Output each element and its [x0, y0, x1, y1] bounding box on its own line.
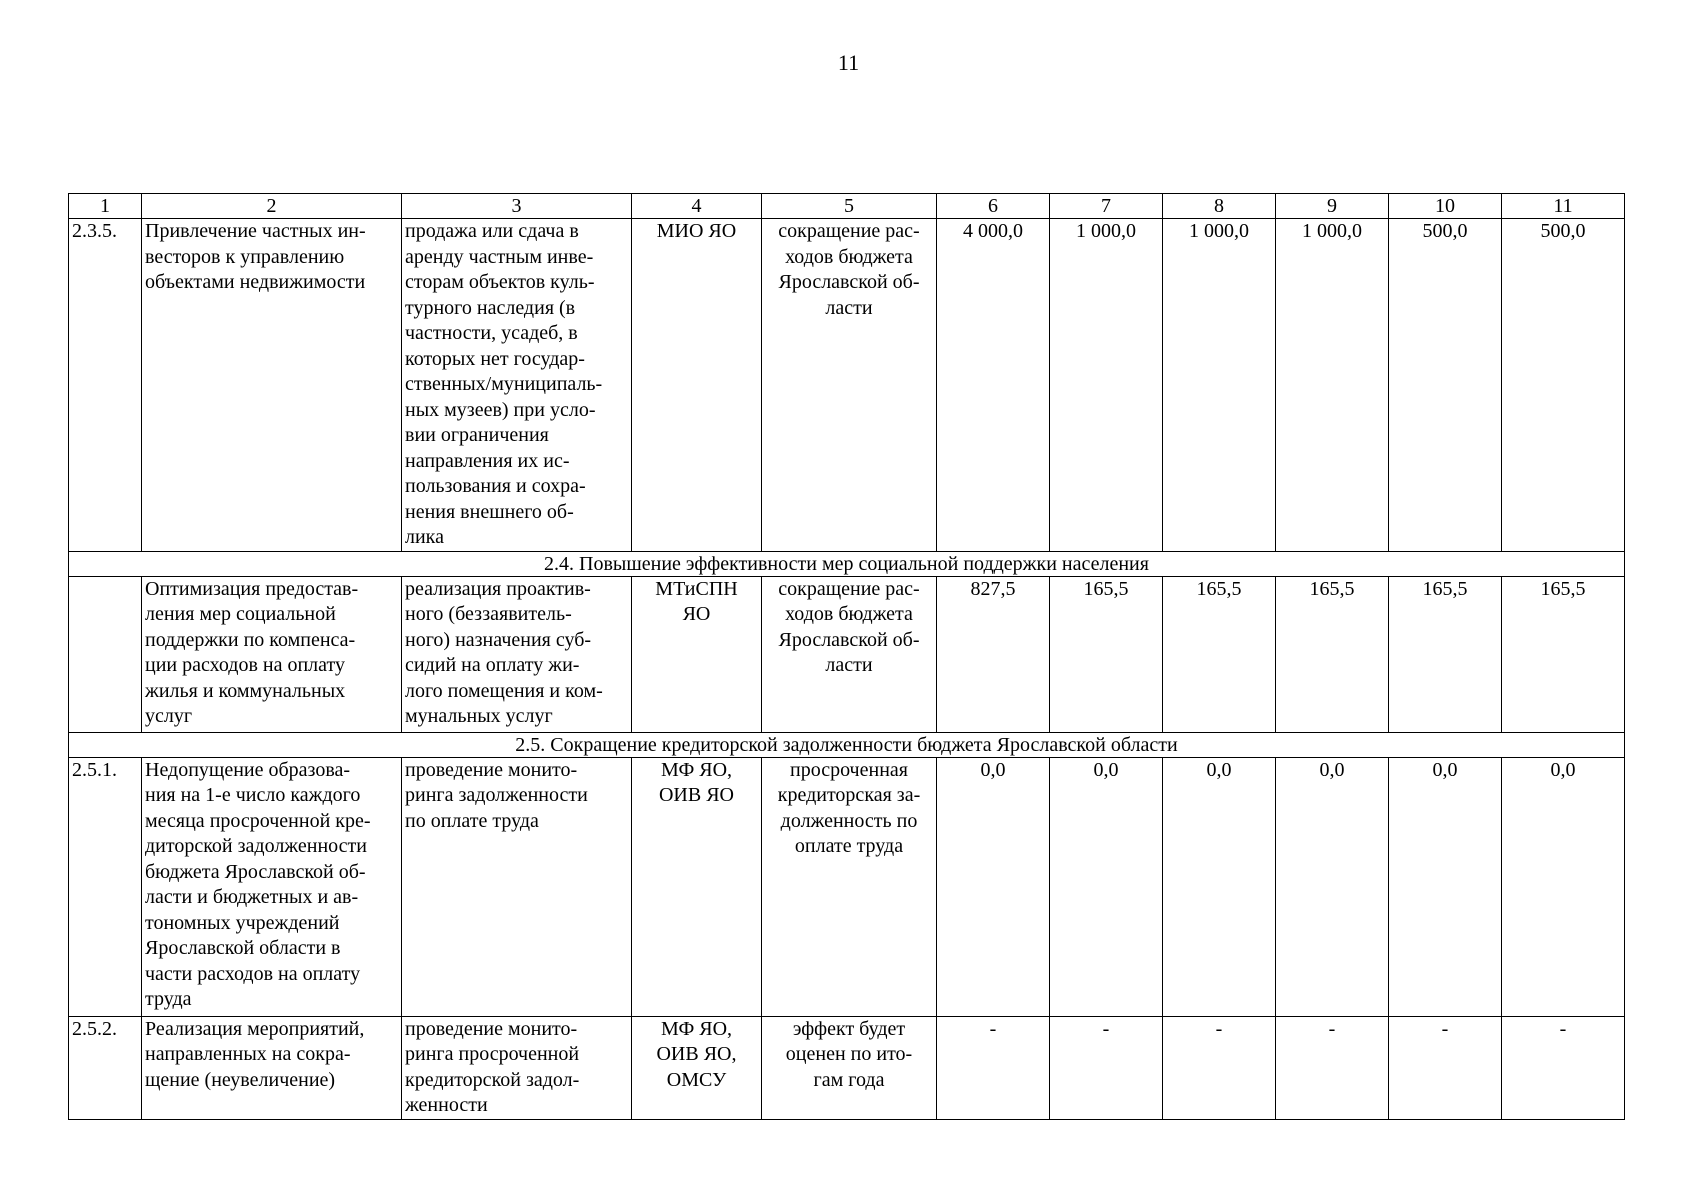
value-cell: 1 000,0	[1163, 219, 1276, 552]
value-cell: 0,0	[1389, 757, 1502, 1016]
value-cell: 500,0	[1389, 219, 1502, 552]
effect: сокращение рас- ходов бюджета Ярославской об- ласти	[762, 576, 937, 732]
effect: просроченная кредиторская за- долженность по оплате труда	[762, 757, 937, 1016]
page-number	[0, 50, 1697, 76]
value-cell: 0,0	[1163, 757, 1276, 1016]
row-number: 2.3.5.	[69, 219, 142, 552]
value-cell: 0,0	[1050, 757, 1163, 1016]
row-number: 2.5.1.	[69, 757, 142, 1016]
table-row	[69, 757, 1625, 1016]
section-title: 2.4. Повышение эффективности мер социальной поддержки населения	[69, 551, 1625, 576]
col-header: 11	[1502, 194, 1625, 219]
measure-description: продажа или сдача в аренду частным инве- сторам объектов куль- турного наследия (в частности, усадеб, в которых нет государ- ственных/муниципаль- ных музеев) при усло- вии ограничения направления их ис- пользования и сохра- нения внешнего об- лика	[402, 219, 632, 552]
col-header: 8	[1163, 194, 1276, 219]
row-number	[69, 576, 142, 732]
measure-name: Привлечение частных ин- весторов к управлению объектами недвижимости	[142, 219, 402, 552]
col-header: 4	[632, 194, 762, 219]
measure-description: реализация проактив- ного (беззаявитель- ного) назначения суб- сидий на оплату жи- лого помещения и ком- мунальных услуг	[402, 576, 632, 732]
value-cell: 0,0	[937, 757, 1050, 1016]
value-cell: -	[1163, 1016, 1276, 1119]
effect: сокращение рас- ходов бюджета Ярославской об- ласти	[762, 219, 937, 552]
measure-description: проведение монито- ринга задолженности по оплате труда	[402, 757, 632, 1016]
value-cell: 827,5	[937, 576, 1050, 732]
value-cell: 0,0	[1276, 757, 1389, 1016]
value-cell: 500,0	[1502, 219, 1625, 552]
table-row	[69, 1016, 1625, 1119]
col-header: 5	[762, 194, 937, 219]
responsible: МТиСПН ЯО	[632, 576, 762, 732]
value-cell: 0,0	[1502, 757, 1625, 1016]
col-header: 6	[937, 194, 1050, 219]
measures-table	[68, 193, 1625, 1120]
table-row	[69, 576, 1625, 732]
col-header: 7	[1050, 194, 1163, 219]
measure-name: Реализация мероприятий, направленных на сокра- щение (неувеличение)	[142, 1016, 402, 1119]
col-header: 9	[1276, 194, 1389, 219]
row-number: 2.5.2.	[69, 1016, 142, 1119]
value-cell: 165,5	[1502, 576, 1625, 732]
measure-description: проведение монито- ринга просроченной кредиторской задол- женности	[402, 1016, 632, 1119]
value-cell: 1 000,0	[1050, 219, 1163, 552]
section-row	[69, 732, 1625, 757]
value-cell: 1 000,0	[1276, 219, 1389, 552]
value-cell: 165,5	[1050, 576, 1163, 732]
responsible: МФ ЯО, ОИВ ЯО	[632, 757, 762, 1016]
effect: эффект будет оценен по ито- гам года	[762, 1016, 937, 1119]
value-cell: -	[1276, 1016, 1389, 1119]
value-cell: 165,5	[1389, 576, 1502, 732]
measure-name: Оптимизация предостав- ления мер социальной поддержки по компенса- ции расходов на оплату жилья и коммунальных услуг	[142, 576, 402, 732]
header-row	[69, 194, 1625, 219]
table-row	[69, 219, 1625, 552]
responsible: МФ ЯО, ОИВ ЯО, ОМСУ	[632, 1016, 762, 1119]
col-header: 2	[142, 194, 402, 219]
col-header: 1	[69, 194, 142, 219]
measure-name: Недопущение образова- ния на 1-е число каждого месяца просроченной кре- диторской задолженности бюджета Ярославской об- ласти и бюджетных и ав- тономных учреждений Ярославской области в части расходов на оплату труда	[142, 757, 402, 1016]
col-header: 3	[402, 194, 632, 219]
responsible: МИО ЯО	[632, 219, 762, 552]
value-cell: 165,5	[1276, 576, 1389, 732]
value-cell: -	[1389, 1016, 1502, 1119]
value-cell: -	[1050, 1016, 1163, 1119]
value-cell: -	[1502, 1016, 1625, 1119]
page-number-text: 11	[837, 50, 860, 75]
section-row	[69, 551, 1625, 576]
value-cell: -	[937, 1016, 1050, 1119]
section-title: 2.5. Сокращение кредиторской задолженности бюджета Ярославской области	[69, 732, 1625, 757]
value-cell: 165,5	[1163, 576, 1276, 732]
col-header: 10	[1389, 194, 1502, 219]
value-cell: 4 000,0	[937, 219, 1050, 552]
